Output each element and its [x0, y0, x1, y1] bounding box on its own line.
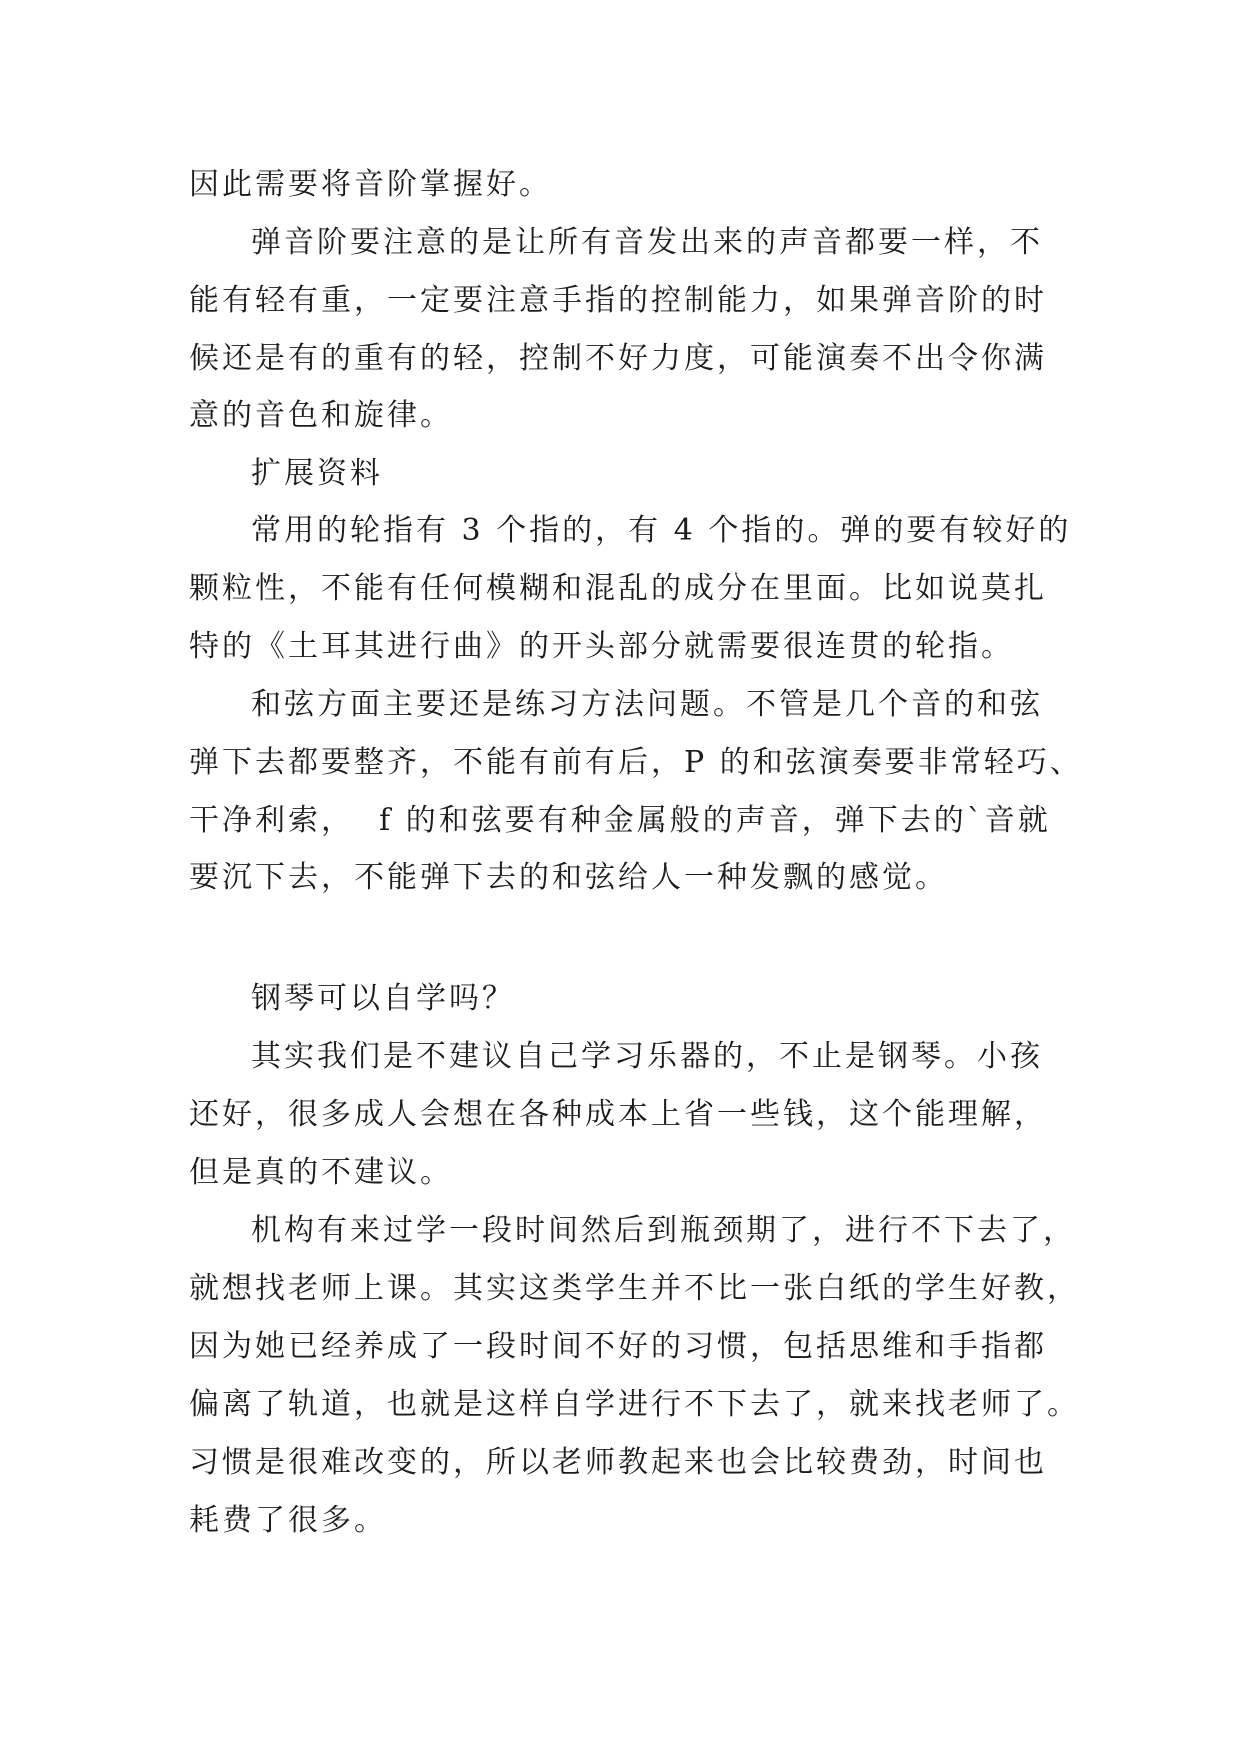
text-line: 要沉下去，不能弹下去的和弦给人一种发飘的感觉。 — [189, 860, 948, 895]
text-line: 因此需要将音阶掌握好。 — [189, 167, 552, 202]
section-heading: 扩展资料 — [251, 456, 383, 491]
text-line: 常用的轮指有 3 个指的，有 4 个指的。弹的要有较好的 — [251, 513, 1072, 548]
text-line: 习惯是很难改变的，所以老师教起来也会比较费劲，时间也 — [189, 1445, 1047, 1480]
text-line: 偏离了轨道，也就是这样自学进行不下去了，就来找老师了。 — [189, 1387, 1080, 1422]
text-line: 干净利索， f 的和弦要有种金属般的声音，弹下去的`音就 — [189, 803, 1051, 838]
text-line: 还好，很多成人会想在各种成本上省一些钱，这个能理解， — [189, 1097, 1047, 1132]
text-line: 弹音阶要注意的是让所有音发出来的声音都要一样，不 — [251, 225, 1043, 260]
text-line: 特的《土耳其进行曲》的开头部分就需要很连贯的轮指。 — [189, 629, 1014, 664]
text-line: 因为她已经养成了一段时间不好的习惯，包括思维和手指都 — [189, 1329, 1047, 1364]
text-line: 和弦方面主要还是练习方法问题。不管是几个音的和弦 — [251, 687, 1043, 722]
text-line: 候还是有的重有的轻，控制不好力度，可能演奏不出令你满 — [189, 341, 1047, 376]
text-line: 但是真的不建议。 — [189, 1155, 453, 1190]
text-line: 机构有来过学一段时间然后到瓶颈期了，进行不下去了， — [251, 1213, 1076, 1248]
text-line: 颗粒性，不能有任何模糊和混乱的成分在里面。比如说莫扎 — [189, 571, 1047, 606]
text-line: 耗费了很多。 — [189, 1503, 387, 1538]
section-heading: 钢琴可以自学吗？ — [251, 981, 515, 1016]
text-line: 意的音色和旋律。 — [189, 398, 453, 433]
text-line: 能有轻有重，一定要注意手指的控制能力，如果弹音阶的时 — [189, 283, 1047, 318]
text-line: 弹下去都要整齐，不能有前有后，P 的和弦演奏要非常轻巧、 — [189, 745, 1083, 780]
text-line: 其实我们是不建议自己学习乐器的，不止是钢琴。小孩 — [251, 1039, 1043, 1074]
text-line: 就想找老师上课。其实这类学生并不比一张白纸的学生好教， — [189, 1271, 1080, 1306]
